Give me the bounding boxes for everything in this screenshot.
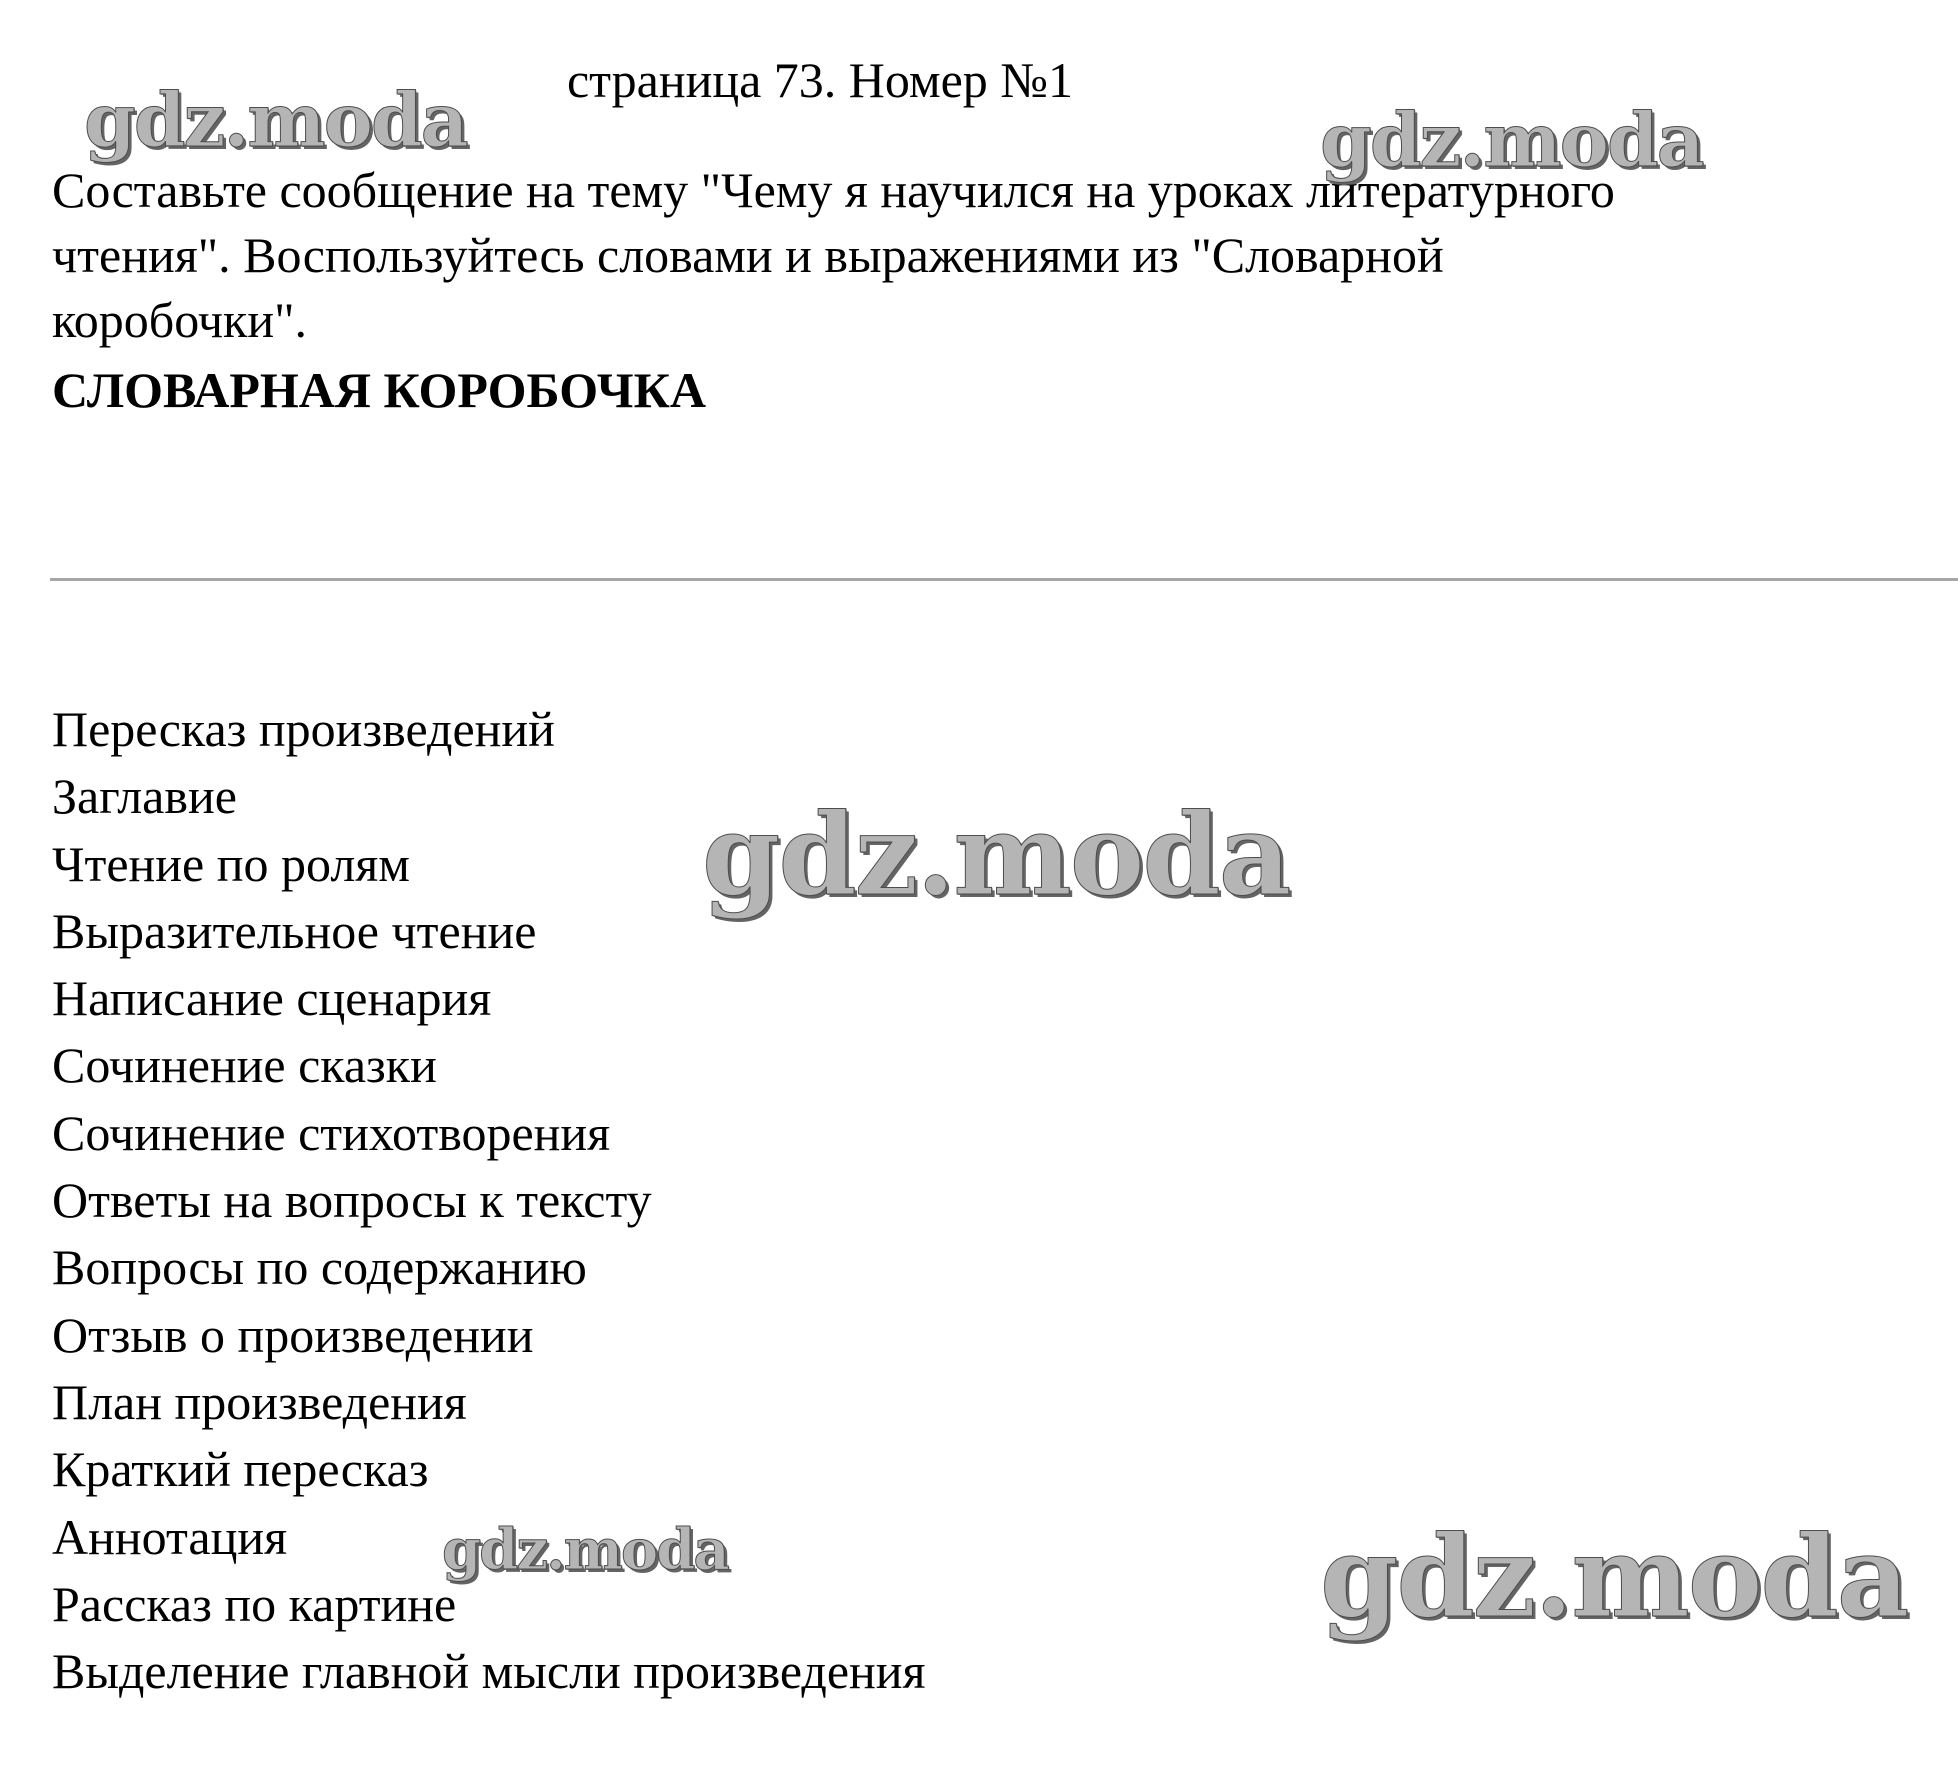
task-text-line: чтения". Воспользуйтесь словами и выражениями из "Словарной xyxy=(52,227,1444,283)
watermark: gdz.moda xyxy=(84,78,467,164)
list-item: Вопросы по содержанию xyxy=(52,1239,587,1296)
task-text xyxy=(52,158,1932,353)
list-item: Краткий пересказ xyxy=(52,1441,429,1498)
list-item: Заглавие xyxy=(52,768,237,825)
list-item: Выразительное чтение xyxy=(52,902,537,959)
list-item: Ответы на вопросы к тексту xyxy=(52,1172,652,1229)
list-item: Написание сценария xyxy=(52,970,492,1027)
watermark: gdz.moda xyxy=(1320,1512,1908,1643)
list-item: Пересказ произведений xyxy=(52,701,555,757)
list-item: Отзыв о произведении xyxy=(52,1306,534,1363)
list-item: Чтение по ролям xyxy=(52,835,410,892)
list-item: Выделение главной мысли произведения xyxy=(52,1643,926,1700)
watermark: gdz.moda xyxy=(702,790,1290,921)
list-item: Аннотация xyxy=(52,1508,288,1565)
watermark: gdz.moda xyxy=(442,1517,728,1583)
task-text-line: Составьте сообщение на тему "Чему я научился на уроках литературного xyxy=(52,162,1615,218)
page-title: страница 73. Номер №1 xyxy=(566,52,1073,108)
section-title: СЛОВАРНАЯ КОРОБОЧКА xyxy=(52,362,706,418)
divider xyxy=(50,578,1958,581)
list-item: План произведения xyxy=(52,1373,467,1430)
list-item: Сочинение стихотворения xyxy=(52,1104,611,1161)
word-list xyxy=(52,696,926,1705)
list-item: Рассказ по картине xyxy=(52,1575,457,1632)
watermark: gdz.moda xyxy=(1320,98,1703,184)
task-text-line: коробочки". xyxy=(52,292,308,348)
list-item: Сочинение сказки xyxy=(52,1037,437,1094)
